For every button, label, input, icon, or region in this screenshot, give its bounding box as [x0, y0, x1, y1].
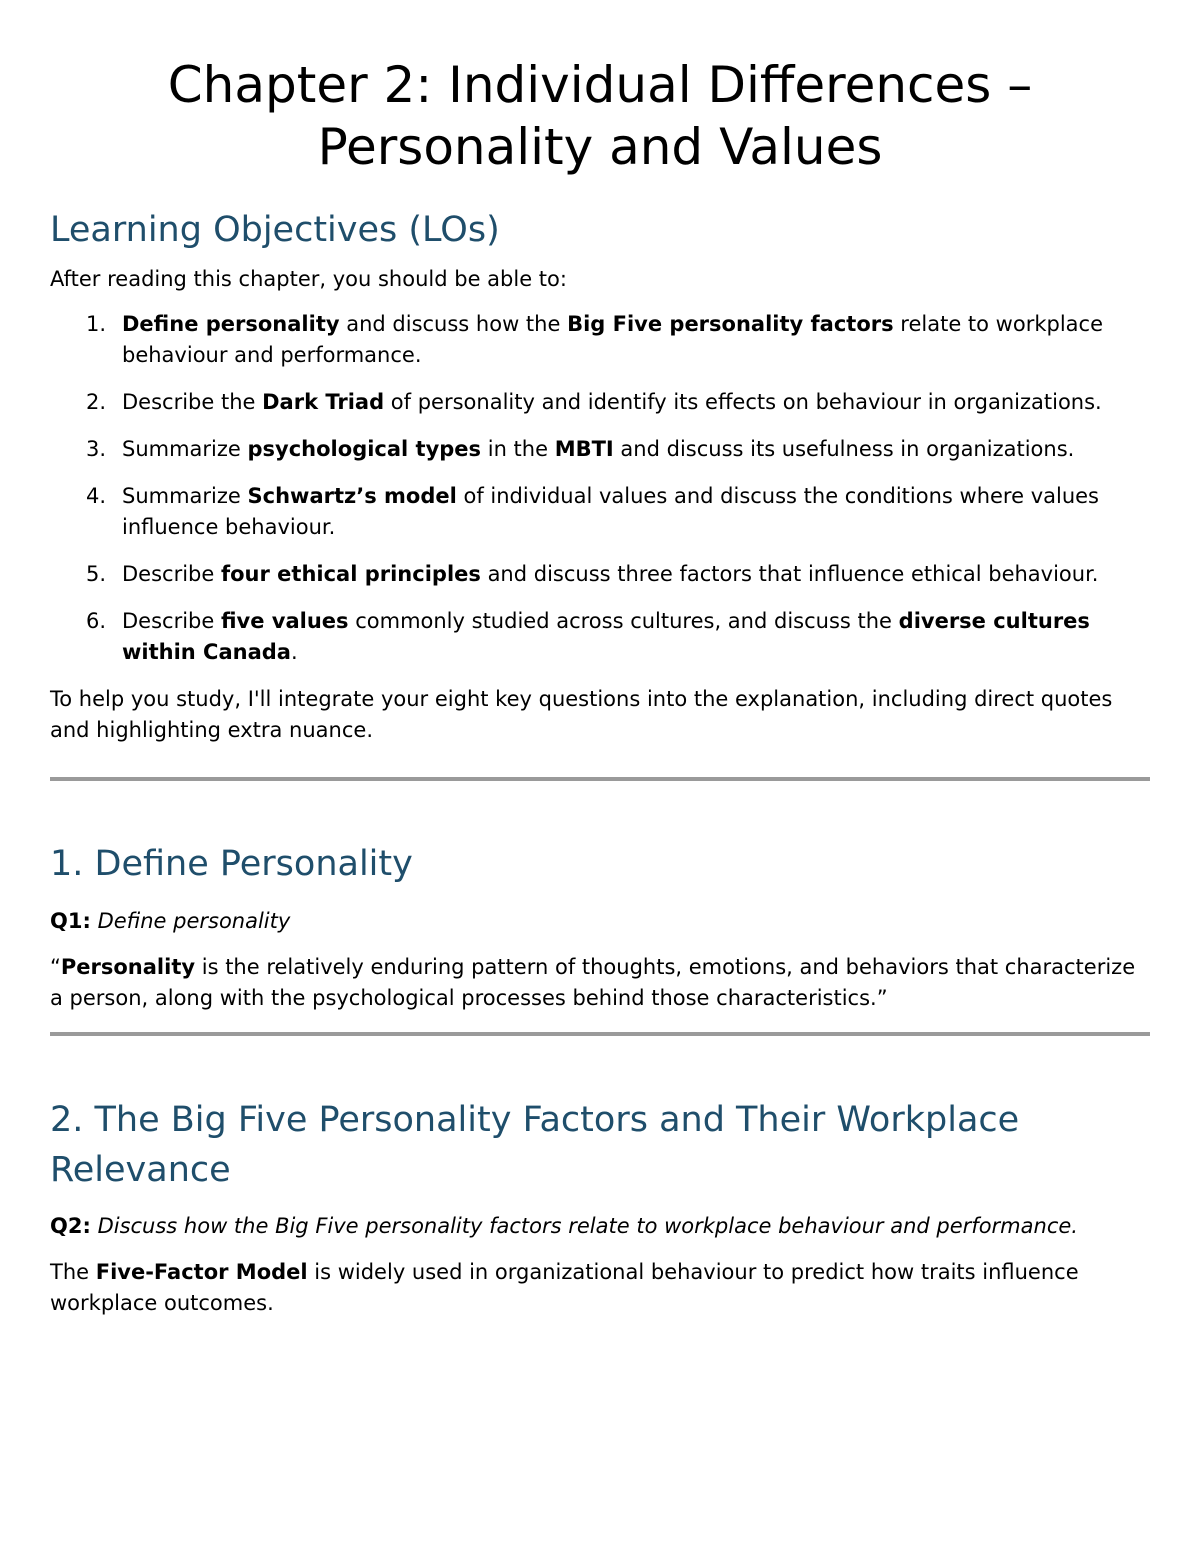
objective-item-2: [50, 387, 1150, 418]
objective-key-term: five values: [220, 609, 349, 633]
section-2-heading: 2. The Big Five Personality Factors and Their Workplace Relevance: [50, 1100, 1020, 1190]
paragraph-key-term: Five-Factor Model: [95, 1260, 308, 1284]
objective-text: relate to workplace behaviour and performance.: [122, 312, 1103, 367]
objective-key-term: psychological types: [247, 437, 482, 461]
objective-text: of personality and identify its effects on behaviour in organizations.: [384, 390, 1102, 414]
objective-text: .: [290, 640, 298, 664]
objective-number: 3.: [86, 437, 107, 461]
objective-item-5: [50, 559, 1150, 590]
learning-objectives-intro: After reading this chapter, you should be able to:: [50, 267, 567, 291]
objective-text: in the: [481, 437, 555, 461]
objective-number: 1.: [86, 312, 107, 336]
objective-number: 5.: [86, 562, 107, 586]
quote-text: is the relatively enduring pattern of thoughts, emotions, and behaviors that characterize a person, along with the psychological processes behind those characteristics.”: [50, 955, 1136, 1010]
question-2: [50, 1211, 1150, 1242]
question-text: Discuss how the Big Five personality factors relate to workplace behaviour and performance.: [97, 1214, 1078, 1238]
quote-key-term: Personality: [60, 955, 196, 979]
objective-text: Describe the: [122, 390, 263, 414]
question-1: [50, 906, 1150, 937]
document-title: [50, 54, 1150, 178]
document-title-line-1: Chapter 2: Individual Differences –: [167, 56, 1033, 114]
question-label: Q2:: [50, 1214, 91, 1238]
objective-text: of individual values and discuss the conditions where values influence behaviour.: [122, 484, 1099, 539]
horizontal-divider: [50, 777, 1150, 781]
objective-number: 6.: [86, 609, 107, 633]
objective-key-term: diverse cultures within Canada: [122, 609, 1090, 664]
objective-item-1: [50, 309, 1150, 371]
objective-key-term: four ethical principles: [220, 562, 481, 586]
objective-text: Summarize: [122, 484, 248, 508]
objective-text: Describe: [122, 562, 221, 586]
learning-objectives-list: [50, 309, 1150, 668]
objective-text: and discuss three factors that influence ethical behaviour.: [480, 562, 1099, 586]
objective-number: 4.: [86, 484, 107, 508]
question-text: Define personality: [97, 909, 291, 933]
objective-item-4: [50, 481, 1150, 543]
objective-text: and discuss how the: [339, 312, 568, 336]
objective-text: Describe: [122, 609, 221, 633]
objective-text: commonly studied across cultures, and discuss the: [348, 609, 899, 633]
objective-item-3: [50, 434, 1150, 465]
objective-key-term: Big Five personality factors: [567, 312, 894, 336]
objective-text: and discuss its usefulness in organizations.: [613, 437, 1075, 461]
document-title-line-2: Personality and Values: [317, 118, 883, 176]
section-1-heading: 1. Define Personality: [50, 844, 413, 884]
study-note: To help you study, I'll integrate your eight key questions into the explanation, including direct quotes and highlighting extra nuance.: [50, 687, 1113, 742]
five-factor-model-paragraph: [50, 1257, 1150, 1319]
paragraph-text: The: [50, 1260, 96, 1284]
horizontal-divider: [50, 1032, 1150, 1036]
learning-objectives-heading: Learning Objectives (LOs): [50, 210, 500, 250]
objective-key-term: Dark Triad: [262, 390, 385, 414]
question-label: Q1:: [50, 909, 91, 933]
objective-item-6: [50, 606, 1150, 668]
quote-mark: “: [50, 955, 61, 979]
objective-key-term: Schwartz’s model: [247, 484, 457, 508]
objective-key-term: MBTI: [554, 437, 614, 461]
objective-key-term: Define personality: [122, 312, 340, 336]
objective-number: 2.: [86, 390, 107, 414]
objective-text: Summarize: [122, 437, 248, 461]
paragraph-text: is widely used in organizational behaviour to predict how traits influence workplace outcomes.: [50, 1260, 1079, 1315]
personality-definition-quote: [50, 952, 1150, 1014]
